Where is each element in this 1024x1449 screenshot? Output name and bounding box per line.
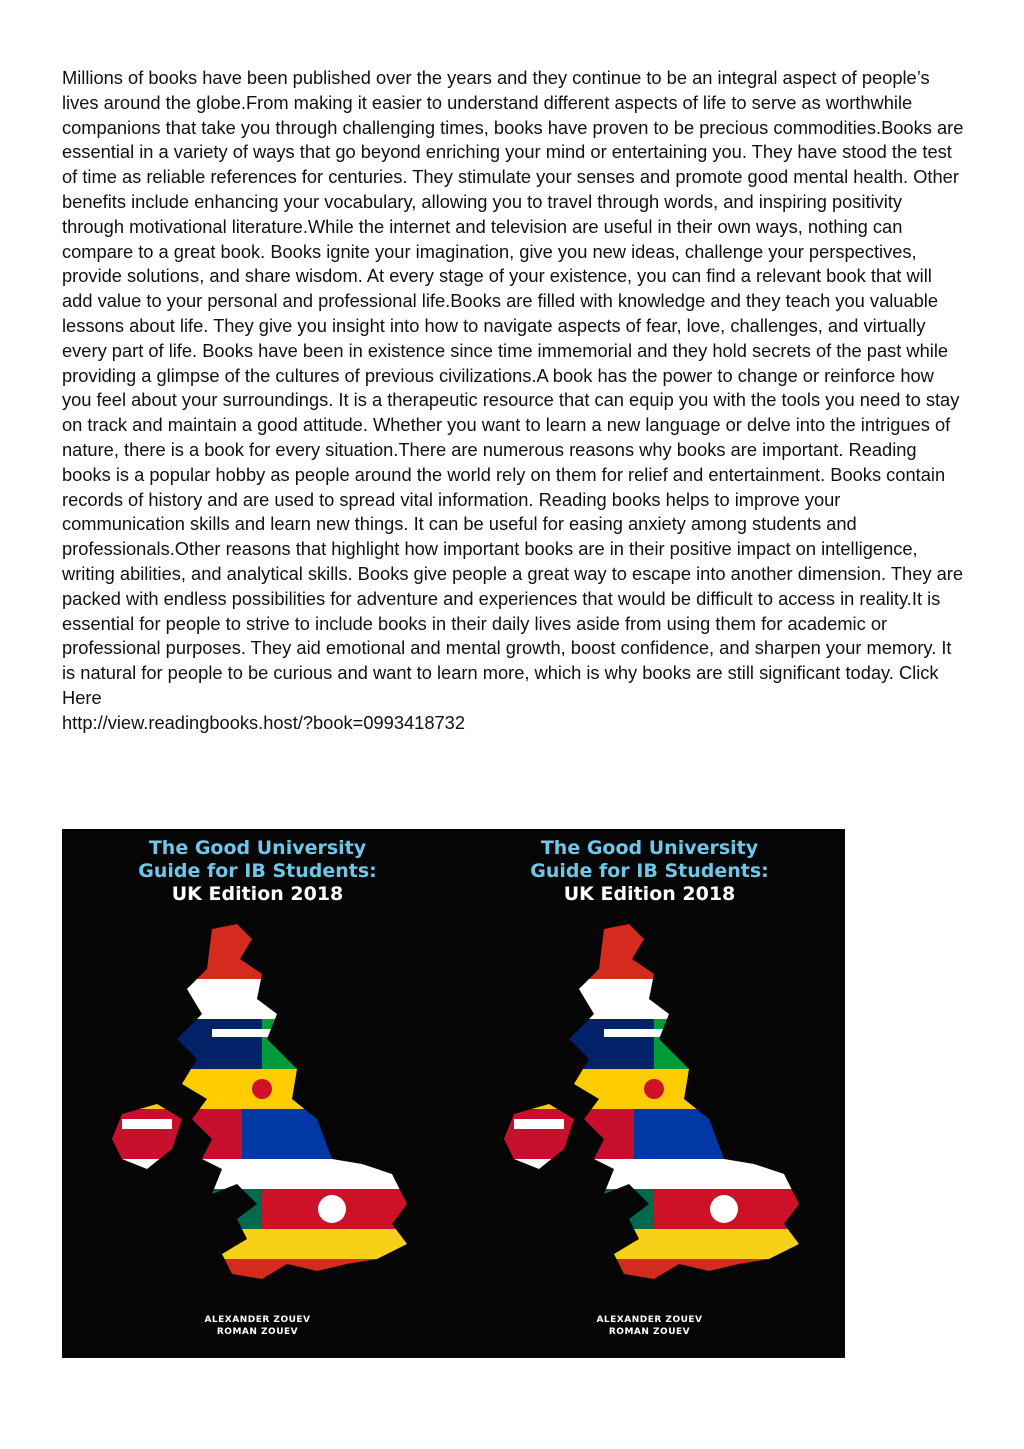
cover-authors <box>454 1314 845 1338</box>
article-paragraph: Millions of books have been published over the years and they continue to be an integral aspect of people’s lives around the globe.From making it easier to understand different aspects of life to serve as worthwhile companions that take you through challenging times, books have proven to be precious commodities.Books are essential in a variety of ways that go beyond enriching your mind or entertaining you. They have stood the test of time as reliable references for centuries. They stimulate your senses and promote good mental health. Other benefits include enhancing your vocabulary, allowing you to travel through words, and inspiring positivity through motivational literature.While the internet and television are useful in their own ways, nothing can compare to a great book. Books ignite your imagination, give you new ideas, challenge your perspectives, provide solutions, and share wisdom. At every stage of your existence, you can find a relevant book that will add value to your personal and professional life.Books are filled with knowledge and they teach you valuable lessons about life. They give you insight into how to navigate aspects of fear, love, challenges, and virtually every part of life. Books have been in existence since time immemorial and they hold secrets of the past while providing a glimpse of the cultures of previous civilizations.A book has the power to change or reinforce how you feel about your surroundings. It is a therapeutic resource that can equip you with the tools you need to stay on track and maintain a good attitude. Whether you want to learn a new language or delve into the intrigues of nature, there is a book for every situation.There are numerous reasons why books are important. Reading books is a popular hobby as people around the world rely on them for relief and entertainment. Books contain records of history and are used to spread vital information. Reading books helps to improve your communication skills and learn new things. It can be useful for easing anxiety among students and professionals.Other reasons that highlight how important books are in their positive impact on intelligence, writing abilities, and analytical skills. Books give people a great way to escape into another dimension. They are packed with endless possibilities for adventure and experiences that would be difficult to access in reality.It is essential for people to strive to include books in their daily lives aside from using them for academic or professional purposes. They aid emotional and mental growth, boost confidence, and sharpen your memory. It is natural for people to be curious and want to learn more, which is why books are still significant today. Click Here <box>62 67 964 708</box>
cover-authors <box>62 1314 453 1338</box>
uk-flag-map-illustration <box>62 919 453 1299</box>
book-cover-banner <box>62 829 845 1358</box>
cover-title-line1: The Good University <box>148 837 367 859</box>
cover-title-line3: UK Edition 2018 <box>563 883 736 905</box>
cover-title-line2: Guide for IB Students: <box>138 860 377 882</box>
cover-author1: ALEXANDER ZOUEV <box>204 1315 311 1325</box>
cover-title-line3: UK Edition 2018 <box>171 883 344 905</box>
cover-author2: ROMAN ZOUEV <box>608 1327 691 1337</box>
book-link[interactable]: http://view.readingbooks.host/?book=0993418732 <box>62 711 466 733</box>
uk-flag-map-illustration <box>454 919 845 1299</box>
cover-title-line1: The Good University <box>540 837 759 859</box>
cover-title-line2: Guide for IB Students: <box>530 860 769 882</box>
book-cover-left <box>62 829 453 1358</box>
cover-title <box>454 837 845 906</box>
book-cover-right <box>454 829 845 1358</box>
cover-author2: ROMAN ZOUEV <box>216 1327 299 1337</box>
cover-author1: ALEXANDER ZOUEV <box>596 1315 703 1325</box>
cover-title <box>62 837 453 906</box>
article-text <box>62 66 966 736</box>
